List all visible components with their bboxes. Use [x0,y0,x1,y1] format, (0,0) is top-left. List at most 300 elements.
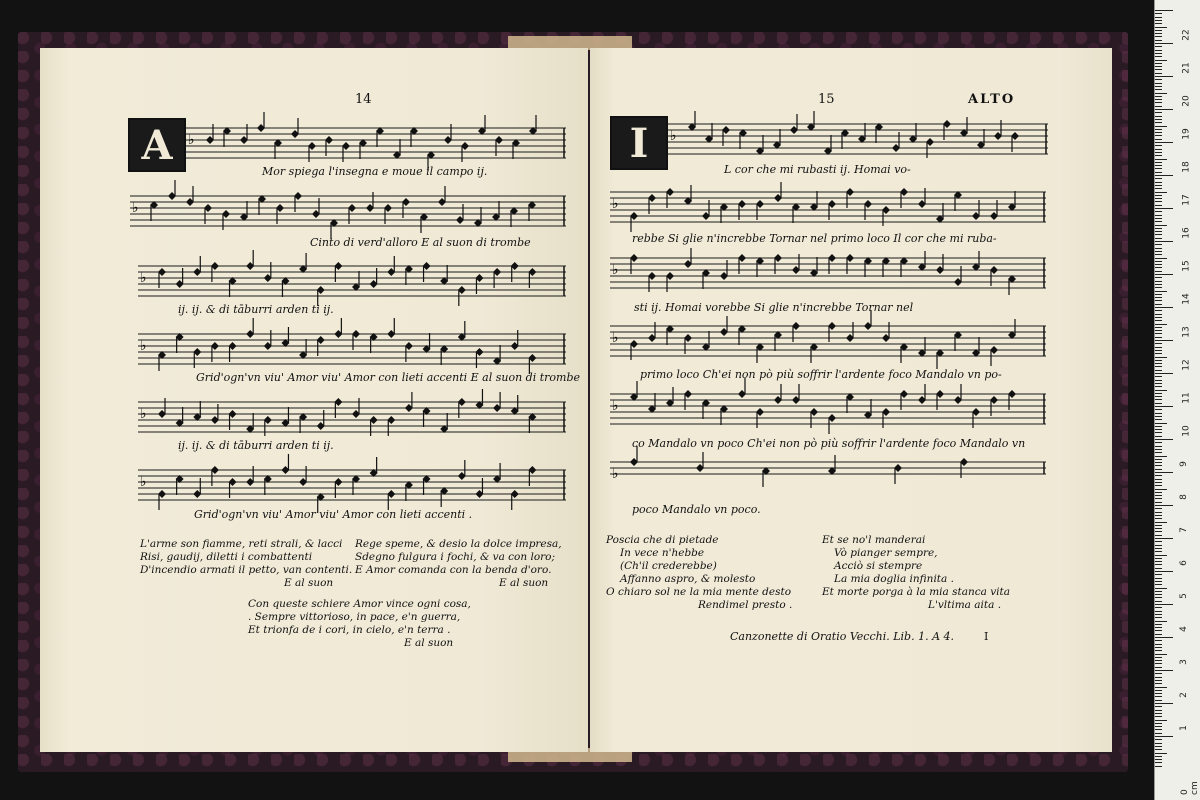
ruler-tick [1155,700,1162,701]
ruler-tick [1155,423,1167,424]
ruler-tick [1155,762,1162,763]
ruler-tick [1155,607,1162,608]
ruler-tick [1155,720,1167,721]
ruler-tick [1155,304,1162,305]
ruler-unit-label: 0 cm [1180,781,1200,795]
ruler-tick [1155,630,1162,631]
ruler-tick [1155,300,1162,301]
verse-line: Vò pianger sempre, [834,547,938,559]
ruler-tick [1155,621,1167,622]
ruler-tick [1155,624,1162,625]
ruler-number: 2 [1178,692,1189,698]
ruler-tick [1155,89,1162,90]
ruler-tick [1155,264,1162,265]
left-verse-col2 [355,538,562,590]
verse-line: Poscia che di pietade [606,534,719,546]
ruler-tick [1155,330,1162,331]
ruler-tick [1155,690,1162,691]
right-initial-letter: I [610,116,668,170]
left-lyric-5: ij. ij. & di tāburri arden ti ij. [178,439,334,452]
ruler-tick [1155,541,1162,542]
ruler-tick [1155,723,1162,724]
ruler-number: 20 [1181,95,1192,107]
ruler-tick [1155,413,1162,414]
ruler-tick [1155,251,1162,252]
clef-mark: ♭ [612,262,619,278]
ruler-tick [1155,234,1162,235]
verse-line: Affanno aspro, & molesto [620,573,756,585]
right-lyric-4: primo loco Ch'ei non pò più soffrir l'ardente foco Mandalo vn po- [640,368,1002,381]
ruler-tick [1155,109,1173,110]
left-staff-2 [130,188,566,228]
verse-line: Rege speme, & desio la dolce impresa, [355,538,562,550]
ruler-tick [1155,66,1162,67]
verse-line: (Ch'il crederebbe) [620,560,717,572]
ruler-tick [1155,63,1162,64]
ruler-tick [1155,363,1162,364]
ruler-number: 10 [1181,425,1192,437]
ruler-tick [1155,337,1162,338]
right-lyric-6: poco Mandalo vn poco. [632,503,761,516]
ruler-tick [1155,291,1167,292]
verse-line: O chiaro sol ne la mia mente desto [606,586,792,598]
ruler-tick [1155,614,1162,615]
ruler-tick [1155,759,1162,760]
ruler-tick [1155,162,1162,163]
ruler-tick [1155,594,1162,595]
left-page-number: 14 [355,92,372,107]
verse-line: Et se no'l manderai [822,534,926,546]
left-staff-6 [138,462,566,502]
ruler-tick [1155,258,1167,259]
ruler-tick [1155,376,1162,377]
ruler-tick [1155,518,1162,519]
ruler-number: 22 [1181,29,1192,41]
ruler-tick [1155,538,1173,539]
ruler-tick [1155,129,1162,130]
ruler-tick [1155,746,1162,747]
right-staff-5 [610,386,1046,426]
ruler-tick [1155,475,1162,476]
ruler-tick [1155,716,1162,717]
ruler-tick [1155,710,1162,711]
ruler-tick [1155,380,1162,381]
ruler-tick [1155,182,1162,183]
verse-line: Rendimel presto . [698,599,793,611]
ruler-tick [1155,343,1162,344]
ruler-number: 12 [1181,359,1192,371]
clef-mark: ♭ [188,132,195,148]
ruler-tick [1155,495,1162,496]
ruler-tick [1155,208,1173,209]
ruler-tick [1155,426,1162,427]
ruler-tick [1155,244,1162,245]
verse-line: E al suon [499,577,549,589]
ruler-tick [1155,459,1162,460]
ruler-number: 11 [1181,392,1192,404]
ruler-tick [1155,489,1167,490]
ruler-tick [1155,20,1162,21]
clef-mark: ♭ [140,338,147,354]
ruler-tick [1155,119,1162,120]
ruler-tick [1155,439,1173,440]
ruler-tick [1155,327,1162,328]
verse-line: In vece n'hebbe [620,547,705,559]
ruler-tick [1155,578,1162,579]
ruler-tick [1155,185,1162,186]
ruler-tick [1155,79,1162,80]
verse-line: Con queste schiere Amor vince ogni cosa, [248,598,471,610]
ruler-tick [1155,211,1162,212]
ruler-tick [1155,13,1162,14]
clef-mark: ♭ [612,466,619,482]
ruler-tick [1155,267,1162,268]
ruler-tick [1155,175,1173,176]
left-lyric-3: ij. ij. & di tāburri arden ti ij. [178,303,334,316]
ruler-tick [1155,168,1162,169]
ruler-number: 21 [1181,62,1192,74]
ruler-tick [1155,195,1162,196]
ruler-tick [1155,350,1162,351]
ruler-number: 1 [1178,725,1189,731]
left-initial-letter: A [128,118,186,172]
ruler-tick [1155,96,1162,97]
ruler-tick [1155,545,1162,546]
right-page-number: 15 [818,92,835,107]
ruler-tick [1155,531,1162,532]
ruler-tick [1155,446,1162,447]
left-verse-bottom [248,598,471,650]
ruler-number: 15 [1181,260,1192,272]
verse-line: Acciò si stempre [834,560,923,572]
ruler-tick [1155,604,1173,605]
measuring-ruler [1154,0,1200,800]
ruler-tick [1155,452,1162,453]
ruler-number: 3 [1178,659,1189,665]
verse-line: . Sempre vittorioso, in pace, e'n guerra, [248,611,461,623]
verse-line: Et trionfa de i cori, in cielo, e'n terra . [248,624,451,636]
ruler-tick [1155,297,1162,298]
ruler-tick [1155,667,1162,668]
ruler-tick [1155,551,1162,552]
ruler-tick [1155,696,1162,697]
ruler-tick [1155,588,1167,589]
ruler-tick [1155,406,1173,407]
ruler-tick [1155,574,1162,575]
verse-line: Et morte porga à la mia stanca vita [822,586,1011,598]
ruler-tick [1155,69,1162,70]
ruler-tick [1155,33,1162,34]
ruler-tick [1155,83,1162,84]
right-staff-6 [610,454,1046,494]
ruler-tick [1155,637,1173,638]
ruler-tick [1155,498,1162,499]
ruler-tick [1155,449,1162,450]
ruler-tick [1155,27,1167,28]
ruler-tick [1155,152,1162,153]
ruler-tick [1155,617,1162,618]
ruler-tick [1155,248,1162,249]
ruler-tick [1155,597,1162,598]
clef-mark: ♭ [612,398,619,414]
ruler-tick [1155,650,1162,651]
ruler-tick [1155,703,1173,704]
ruler-tick [1155,366,1162,367]
clef-mark: ♭ [612,330,619,346]
ruler-tick [1155,627,1162,628]
ruler-tick [1155,215,1162,216]
ruler-tick [1155,528,1162,529]
ruler-tick [1155,188,1162,189]
ruler-tick [1155,43,1173,44]
ruler-number: 16 [1181,227,1192,239]
right-verse-col1 [606,534,792,612]
ruler-tick [1155,10,1173,11]
ruler-tick [1155,178,1162,179]
ruler-number: 14 [1181,293,1192,305]
ruler-number: 13 [1181,326,1192,338]
ruler-tick [1155,432,1162,433]
ruler-tick [1155,231,1162,232]
ruler-tick [1155,201,1162,202]
ruler-tick [1155,726,1162,727]
clef-mark: ♭ [140,270,147,286]
ruler-tick [1155,281,1162,282]
ruler-tick [1155,393,1162,394]
ruler-tick [1155,225,1167,226]
ruler-tick [1155,17,1162,18]
ruler-tick [1155,56,1162,57]
ruler-tick [1155,122,1162,123]
ruler-tick [1155,571,1173,572]
ruler-tick [1155,320,1162,321]
ruler-tick [1155,155,1162,156]
ruler-tick [1155,60,1167,61]
right-lyric-2: rebbe Si glie n'increbbe Tornar nel primo loco Il cor che mi ruba- [632,232,997,245]
ruler-tick [1155,360,1162,361]
verse-line: L'arme son fiamme, reti strali, & lacci [140,538,343,550]
ruler-tick [1155,673,1162,674]
ruler-tick [1155,663,1162,664]
ruler-tick [1155,238,1162,239]
voice-part-label: ALTO [968,92,1016,107]
ruler-tick [1155,693,1162,694]
verse-line: E Amor comanda con la benda d'oro. [355,564,552,576]
ruler-tick [1155,568,1162,569]
ruler-tick [1155,46,1162,47]
ruler-tick [1155,485,1162,486]
ruler-tick [1155,396,1162,397]
right-staff-1 [668,116,1048,156]
clef-mark: ♭ [612,196,619,212]
ruler-tick [1155,739,1162,740]
ruler-tick [1155,522,1167,523]
ruler-tick [1155,159,1167,160]
ruler-tick [1155,683,1162,684]
ruler-tick [1155,634,1162,635]
ruler-tick [1155,102,1162,103]
ruler-tick [1155,555,1167,556]
ruler-tick [1155,403,1162,404]
clef-mark: ♭ [140,406,147,422]
ruler-tick [1155,409,1162,410]
ruler-tick [1155,73,1162,74]
ruler-number: 7 [1178,527,1189,533]
ruler-tick [1155,564,1162,565]
ruler-number: 17 [1181,194,1192,206]
verse-line: La mia doglia infinita . [834,573,954,585]
ruler-tick [1155,23,1162,24]
ruler-tick [1155,142,1173,143]
ruler-tick [1155,465,1162,466]
ruler-tick [1155,660,1162,661]
verse-line: Risi, gaudij, diletti i combattenti [140,551,313,563]
ruler-tick [1155,456,1167,457]
ruler-tick [1155,106,1162,107]
ruler-tick [1155,558,1162,559]
left-verse-col1 [140,538,352,590]
left-staff-5 [138,394,566,434]
ruler-tick [1155,40,1162,41]
ruler-tick [1155,271,1162,272]
right-staff-2 [610,184,1046,224]
ruler-tick [1155,581,1162,582]
ruler-tick [1155,479,1162,480]
ruler-tick [1155,386,1162,387]
ruler-tick [1155,442,1162,443]
right-lyric-5: co Mandalo vn poco Ch'ei non pò più soffrir l'ardente foco Mandalo vn [632,437,1026,450]
ruler-tick [1155,50,1162,51]
ruler-tick [1155,135,1162,136]
ruler-tick [1155,743,1162,744]
right-staff-4 [610,318,1046,358]
ruler-tick [1155,472,1173,473]
ruler-tick [1155,310,1162,311]
left-lyric-4: Grid'ogn'vn viu' Amor viu' Amor con lieti accenti E al suon di trombe [196,371,581,384]
ruler-tick [1155,314,1162,315]
left-staff-3 [138,258,566,298]
ruler-tick [1155,469,1162,470]
left-staff-1 [186,120,566,160]
ruler-tick [1155,287,1162,288]
ruler-number: 19 [1181,128,1192,140]
ruler-tick [1155,383,1162,384]
ruler-tick [1155,36,1162,37]
ruler-number: 9 [1178,461,1189,467]
ruler-tick [1155,333,1162,334]
ruler-tick [1155,591,1162,592]
ruler-tick [1155,644,1162,645]
ruler-tick [1155,548,1162,549]
ruler-tick [1155,112,1162,113]
ruler-tick [1155,198,1162,199]
ruler-tick [1155,505,1173,506]
ruler-tick [1155,670,1173,671]
ruler-tick [1155,429,1162,430]
ruler-tick [1155,657,1162,658]
ruler-number: 8 [1178,494,1189,500]
ruler-tick [1155,512,1162,513]
ruler-tick [1155,766,1162,767]
ruler-tick [1155,353,1162,354]
ruler-tick [1155,324,1167,325]
ruler-tick [1155,753,1167,754]
ruler-tick [1155,736,1173,737]
ruler-tick [1155,277,1162,278]
ruler-tick [1155,601,1162,602]
signature-mark: I [984,630,989,643]
ruler-tick [1155,221,1162,222]
ruler-tick [1155,687,1167,688]
ruler-tick [1155,317,1162,318]
ruler-tick [1155,172,1162,173]
ruler-tick [1155,647,1162,648]
verse-line: E al suon [404,637,454,649]
right-lyric-1: L cor che mi rubasti ij. Homai vo- [724,163,911,176]
ruler-tick [1155,132,1162,133]
ruler-tick [1155,640,1162,641]
ruler-tick [1155,390,1167,391]
ruler-tick [1155,218,1162,219]
ruler-tick [1155,76,1173,77]
ruler-tick [1155,584,1162,585]
ruler-tick [1155,274,1173,275]
ruler-tick [1155,733,1162,734]
ruler-tick [1155,284,1162,285]
ruler-tick [1155,205,1162,206]
ruler-tick [1155,611,1162,612]
ruler-number: 5 [1178,593,1189,599]
ruler-tick [1155,30,1162,31]
ruler-tick [1155,399,1162,400]
verse-line: L'vltima aita . [928,599,1002,611]
page-footer-credit: Canzonette di Oratio Vecchi. Lib. 1. A 4. [730,630,955,643]
ruler-tick [1155,116,1162,117]
ruler-tick [1155,228,1162,229]
ruler-tick [1155,561,1162,562]
ruler-tick [1155,357,1167,358]
ruler-number: 18 [1181,161,1192,173]
ruler-tick [1155,492,1162,493]
ruler-tick [1155,145,1162,146]
ruler-tick [1155,482,1162,483]
ruler-tick [1155,192,1167,193]
left-lyric-1: Mor spiega l'insegna e moue il campo ij. [262,165,488,178]
ruler-tick [1155,706,1162,707]
ruler-tick [1155,502,1162,503]
ruler-tick [1155,749,1162,750]
clef-mark: ♭ [140,474,147,490]
ruler-tick [1155,261,1162,262]
ruler-tick [1155,86,1162,87]
ruler-number: 4 [1178,626,1189,632]
ruler-tick [1155,677,1162,678]
right-staff-3 [610,250,1046,290]
ruler-tick [1155,436,1162,437]
ruler-tick [1155,508,1162,509]
clef-mark: ♭ [132,200,139,216]
ruler-tick [1155,756,1162,757]
ruler-tick [1155,419,1162,420]
ruler-number: 6 [1178,560,1189,566]
ruler-tick [1155,241,1173,242]
ruler-tick [1155,294,1162,295]
ruler-tick [1155,525,1162,526]
verse-line: D'incendio armati il petto, van contenti. [140,564,353,576]
ruler-tick [1155,340,1173,341]
verse-line: Sdegno fulgura i fochi, & va con loro; [355,551,556,563]
ruler-tick [1155,535,1162,536]
